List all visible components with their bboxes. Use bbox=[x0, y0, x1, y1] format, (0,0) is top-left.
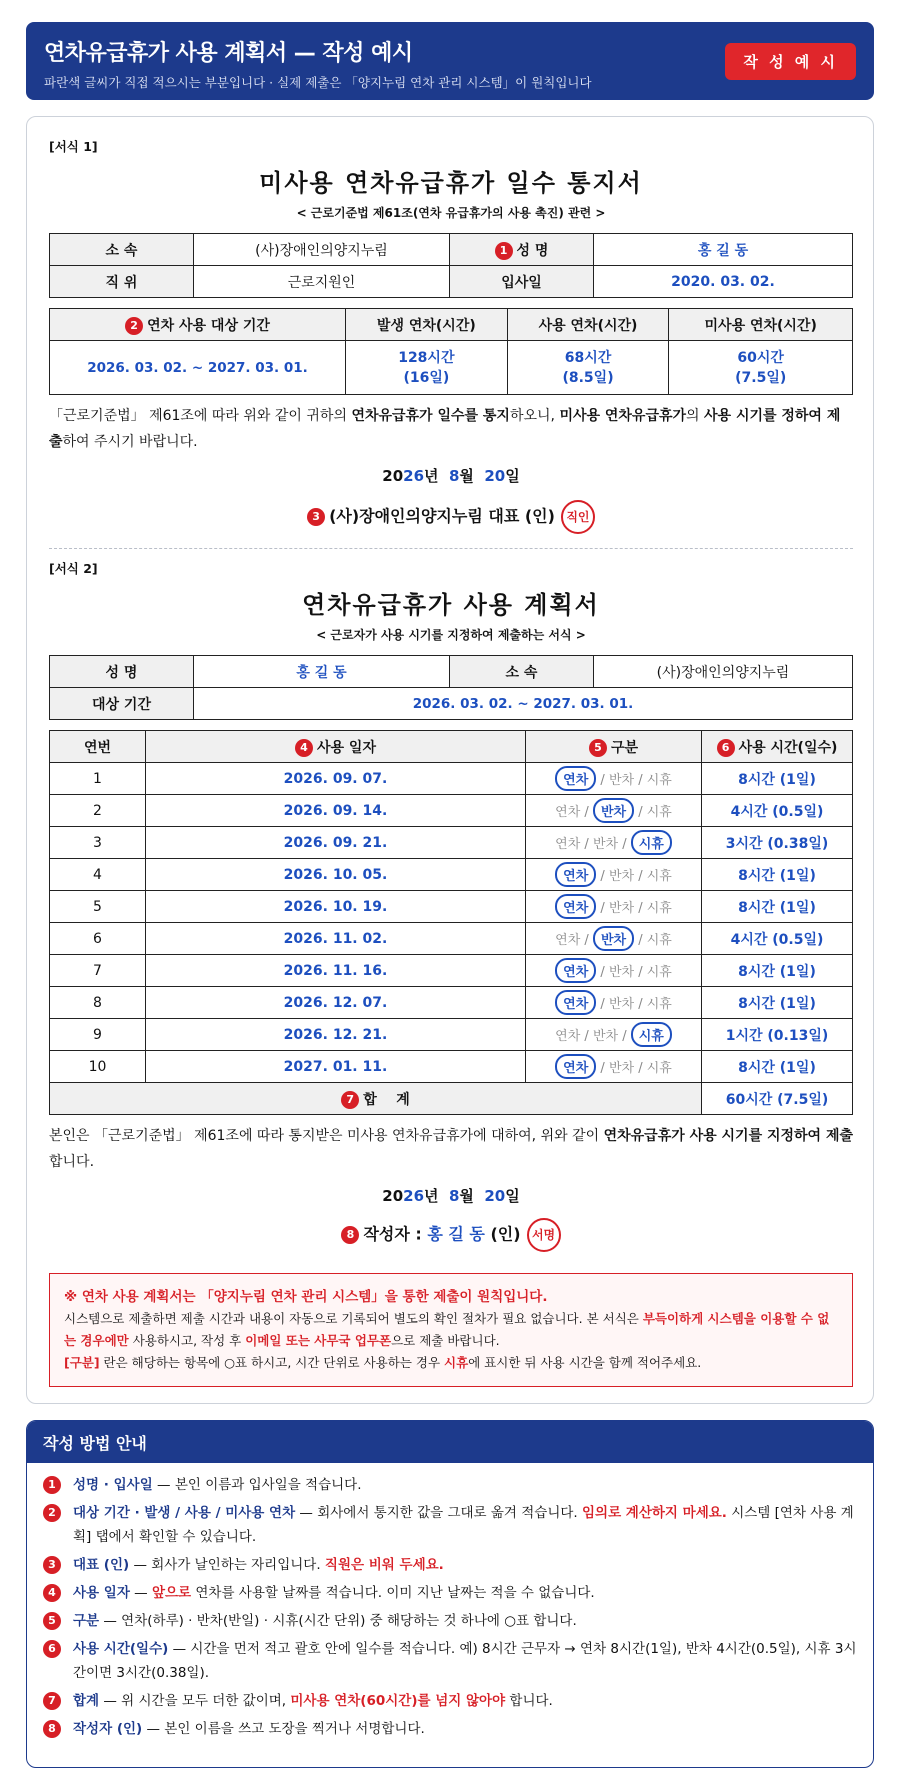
type-option: 시휴 bbox=[646, 901, 672, 916]
company-stamp: 직인 bbox=[561, 500, 595, 534]
guide-marker: 7 bbox=[43, 1692, 61, 1710]
type-option: 반차 bbox=[608, 1061, 635, 1076]
row-no: 4 bbox=[50, 859, 146, 891]
guide-marker: 4 bbox=[43, 1584, 61, 1602]
guide-marker: 6 bbox=[43, 1640, 61, 1658]
row-time: 8시간 (1일) bbox=[702, 763, 853, 795]
row-time: 4시간 (0.5일) bbox=[702, 795, 853, 827]
type-option: 반차 bbox=[608, 997, 635, 1012]
guide-item-emphasis: 임의로 계산하지 마세요. bbox=[581, 1505, 727, 1521]
row-date: 2027. 01. 11. bbox=[146, 1051, 526, 1083]
row-no: 9 bbox=[50, 1019, 146, 1051]
page-subtitle: 파란색 글씨가 직접 적으시는 부분입니다 · 실제 제출은 「양지누림 연차 관리 시스템」이 원칙입니다 bbox=[44, 75, 592, 90]
row-date: 2026. 11. 02. bbox=[146, 923, 526, 955]
type-option: 반차 bbox=[608, 869, 635, 884]
table-row bbox=[50, 955, 853, 987]
period-value: 2026. 03. 02. ~ 2027. 03. 01. bbox=[50, 341, 346, 395]
marker-6: 6 bbox=[717, 739, 735, 757]
guide-item-head: 성명 · 입사일 bbox=[73, 1477, 153, 1493]
dept-value: (사)장애인의양지누림 bbox=[194, 234, 450, 266]
row-type: 연차 / 반차 / 시휴 bbox=[526, 763, 702, 795]
type-option: 반차 bbox=[608, 773, 635, 788]
type-option: 시휴 bbox=[646, 997, 672, 1012]
form1-leave-table bbox=[49, 308, 853, 395]
form1-paragraph: 「근로기준법」 제61조에 따라 위와 같이 귀하의 연차유급휴가 일수를 통지하오니, 미사용 연차유급휴가의 사용 시기를 정하여 제출하여 주시기 바랍니다. bbox=[49, 408, 841, 450]
type-option: 반차 bbox=[592, 837, 619, 852]
form2-info-table bbox=[49, 655, 853, 720]
row-date: 2026. 12. 21. bbox=[146, 1019, 526, 1051]
row-date: 2026. 10. 05. bbox=[146, 859, 526, 891]
table-row bbox=[50, 987, 853, 1019]
row-date: 2026. 09. 14. bbox=[146, 795, 526, 827]
row-type: 연차 / 반차 / 시휴 bbox=[526, 987, 702, 1019]
type-option: 연차 bbox=[555, 805, 581, 820]
row-no: 1 bbox=[50, 763, 146, 795]
writer-stamp: 서명 bbox=[527, 1218, 561, 1252]
marker-1: 1 bbox=[495, 242, 513, 260]
table-row bbox=[50, 1051, 853, 1083]
guide-item-text: — 위 시간을 모두 더한 값이며, bbox=[99, 1693, 291, 1709]
representative-text: (사)장애인의양지누림 대표 (인) bbox=[329, 506, 555, 526]
row-time: 3시간 (0.38일) bbox=[702, 827, 853, 859]
hire-date-label: 입사일 bbox=[450, 266, 594, 298]
guide-item-text-2: 연차를 사용할 날짜를 적습니다. 이미 지난 날짜는 적을 수 없습니다. bbox=[191, 1585, 595, 1601]
row-date: 2026. 09. 21. bbox=[146, 827, 526, 859]
guide-item bbox=[43, 1637, 857, 1685]
selected-type-circle: 반차 bbox=[593, 798, 634, 823]
guide-item-emphasis: 직원은 비워 두세요. bbox=[324, 1557, 444, 1573]
period-header bbox=[50, 309, 346, 341]
submission-notice bbox=[49, 1273, 853, 1387]
notice-title: ※ 연차 사용 계획서는 「양지누림 연차 관리 시스템」을 통한 제출이 원칙입니다. bbox=[64, 1289, 548, 1305]
writer-name: 홍 길 동 bbox=[427, 1224, 485, 1244]
row-type: 연차 / 반차 / 시휴 bbox=[526, 827, 702, 859]
total-value: 60시간 (7.5일) bbox=[702, 1083, 853, 1115]
type-option: 시휴 bbox=[646, 773, 672, 788]
row-time: 8시간 (1일) bbox=[702, 1051, 853, 1083]
row-date: 2026. 10. 19. bbox=[146, 891, 526, 923]
col-no: 연번 bbox=[50, 731, 146, 763]
form2-dept-label: 소 속 bbox=[450, 656, 594, 688]
form1-signature bbox=[49, 500, 853, 534]
type-option: 시휴 bbox=[646, 869, 672, 884]
guide-item-head: 대상 기간 · 발생 / 사용 / 미사용 연차 bbox=[73, 1505, 296, 1521]
hire-date-value: 2020. 03. 02. bbox=[594, 266, 853, 298]
guide-item bbox=[43, 1581, 857, 1605]
form2-name-label: 성 명 bbox=[50, 656, 194, 688]
form2-paragraph: 본인은 「근로기준법」 제61조에 따라 통지받은 미사용 연차유급휴가에 대하여, 위와 같이 연차유급휴가 사용 시기를 지정하여 제출합니다. bbox=[49, 1128, 853, 1170]
name-label: 성 명 bbox=[516, 242, 549, 259]
form1-label: [서식 1] bbox=[49, 139, 98, 154]
form2-period-label: 대상 기간 bbox=[50, 688, 194, 720]
total-label-cell bbox=[50, 1083, 702, 1115]
position-label: 직 위 bbox=[50, 266, 194, 298]
col-time: 6 사용 시간(일수) bbox=[702, 731, 853, 763]
marker-3: 3 bbox=[307, 508, 325, 526]
selected-type-circle: 시휴 bbox=[631, 830, 672, 855]
guide-title: 작성 방법 안내 bbox=[27, 1421, 873, 1463]
row-time: 8시간 (1일) bbox=[702, 987, 853, 1019]
row-no: 10 bbox=[50, 1051, 146, 1083]
row-type: 연차 / 반차 / 시휴 bbox=[526, 923, 702, 955]
form-paper bbox=[26, 116, 874, 1404]
unused-header: 미사용 연차(시간) bbox=[669, 309, 853, 341]
page-title: 연차유급휴가 사용 계획서 — 작성 예시 bbox=[44, 41, 413, 66]
row-no: 5 bbox=[50, 891, 146, 923]
name-value: 홍 길 동 bbox=[594, 234, 853, 266]
col-type: 5 구분 bbox=[526, 731, 702, 763]
guide-item-text: — bbox=[129, 1585, 152, 1601]
form2-title: 연차유급휴가 사용 계획서 bbox=[302, 591, 600, 619]
type-option: 시휴 bbox=[646, 933, 672, 948]
total-label: 합 계 bbox=[363, 1091, 410, 1108]
row-date: 2026. 09. 07. bbox=[146, 763, 526, 795]
selected-type-circle: 연차 bbox=[555, 894, 596, 919]
guide-item-head: 합계 bbox=[73, 1693, 100, 1709]
form2-period-value: 2026. 03. 02. ~ 2027. 03. 01. bbox=[194, 688, 853, 720]
type-option: 연차 bbox=[555, 1029, 581, 1044]
unused-value: 60시간 (7.5일) bbox=[669, 341, 853, 395]
guide-list bbox=[27, 1463, 873, 1755]
row-time: 8시간 (1일) bbox=[702, 891, 853, 923]
guide-item bbox=[43, 1689, 857, 1713]
marker-5: 5 bbox=[589, 739, 607, 757]
row-date: 2026. 11. 16. bbox=[146, 955, 526, 987]
guide-item bbox=[43, 1473, 857, 1497]
row-type: 연차 / 반차 / 시휴 bbox=[526, 1019, 702, 1051]
guide-item-text: — 시간을 먼저 적고 괄호 안에 일수를 적습니다. 예) 8시간 근무자 → 연차 8시간(1일), 반차 4시간(0.5일), 시휴 3시간이면 3시간(0.38일). bbox=[73, 1641, 857, 1681]
guide-item-text-2: 시스템 [연차 사용 계획] 탭에서 확인할 수 있습니다. bbox=[73, 1505, 854, 1545]
leave-plan-table bbox=[49, 730, 853, 1115]
guide-item-text: — 연차(하루) · 반차(반일) · 시휴(시간 단위) 중 해당하는 것 하나에 bbox=[99, 1613, 505, 1629]
row-no: 6 bbox=[50, 923, 146, 955]
name-label-cell bbox=[450, 234, 594, 266]
row-type: 연차 / 반차 / 시휴 bbox=[526, 955, 702, 987]
guide-item-text: — 본인 이름과 입사일을 적습니다. bbox=[152, 1477, 362, 1493]
form2-dept-value: (사)장애인의양지누림 bbox=[594, 656, 853, 688]
type-option: 시휴 bbox=[646, 1061, 672, 1076]
selected-type-circle: 연차 bbox=[555, 766, 596, 791]
guide-marker: 5 bbox=[43, 1612, 61, 1630]
type-option: 연차 bbox=[555, 933, 581, 948]
writing-guide bbox=[26, 1420, 874, 1768]
row-type: 연차 / 반차 / 시휴 bbox=[526, 859, 702, 891]
type-option: 연차 bbox=[555, 837, 581, 852]
table-row bbox=[50, 795, 853, 827]
marker-2: 2 bbox=[125, 317, 143, 335]
notice-line1: 시스템으로 제출하면 제출 시간과 내용이 자동으로 기록되어 별도의 확인 절차가 필요 없습니다. 본 서식은 부득이하게 시스템을 이용할 수 없는 경우에만 사용하시고, 작성 후 이메일 또는 사무국 업무폰으로 제출 바랍니다. bbox=[64, 1311, 830, 1348]
table-row bbox=[50, 891, 853, 923]
table-row bbox=[50, 763, 853, 795]
example-badge: 작 성 예 시 bbox=[725, 43, 856, 80]
guide-item-text: — 회사에서 통지한 값을 그대로 옮겨 적습니다. bbox=[295, 1505, 582, 1521]
guide-item-head: 사용 시간(일수) bbox=[73, 1641, 169, 1657]
used-value: 68시간 (8.5일) bbox=[507, 341, 669, 395]
guide-marker: 3 bbox=[43, 1556, 61, 1574]
row-time: 8시간 (1일) bbox=[702, 859, 853, 891]
table-row bbox=[50, 923, 853, 955]
guide-item bbox=[43, 1553, 857, 1577]
type-option: 반차 bbox=[592, 1029, 619, 1044]
guide-item bbox=[43, 1501, 857, 1549]
leave-plan-rows bbox=[50, 763, 853, 1083]
selected-type-circle: 연차 bbox=[555, 990, 596, 1015]
row-type: 연차 / 반차 / 시휴 bbox=[526, 891, 702, 923]
guide-item-head: 사용 일자 bbox=[73, 1585, 130, 1601]
notice-line2: [구분] 란은 해당하는 항목에 ○표 하시고, 시간 단위로 사용하는 경우 시휴에 표시한 뒤 사용 시간을 함께 적어주세요. bbox=[64, 1355, 702, 1370]
used-header: 사용 연차(시간) bbox=[507, 309, 669, 341]
form1 bbox=[49, 137, 853, 549]
form1-title: 미사용 연차유급휴가 일수 통지서 bbox=[259, 169, 643, 197]
table-row bbox=[50, 859, 853, 891]
row-time: 8시간 (1일) bbox=[702, 955, 853, 987]
form1-subtitle: < 근로기준법 제61조(연차 유급휴가의 사용 촉진) 관련 > bbox=[296, 206, 606, 220]
type-option: 시휴 bbox=[646, 965, 672, 980]
guide-item-emphasis: 미사용 연차(60시간)를 넘지 않아야 bbox=[290, 1693, 506, 1709]
form2 bbox=[49, 559, 853, 1252]
guide-item-text: — 회사가 날인하는 자리입니다. bbox=[129, 1557, 325, 1573]
guide-marker: 2 bbox=[43, 1504, 61, 1522]
form2-signature: 8 작성자 : 홍 길 동 (인) 서명 bbox=[49, 1218, 853, 1252]
form2-subtitle: < 근로자가 사용 시기를 지정하여 제출하는 서식 > bbox=[316, 628, 586, 642]
marker-4: 4 bbox=[295, 739, 313, 757]
row-type: 연차 / 반차 / 시휴 bbox=[526, 795, 702, 827]
position-value: 근로지원인 bbox=[194, 266, 450, 298]
selected-type-circle: 연차 bbox=[555, 1054, 596, 1079]
guide-item-head: 구분 bbox=[73, 1613, 100, 1629]
form2-label: [서식 2] bbox=[49, 561, 98, 576]
guide-marker: 1 bbox=[43, 1476, 61, 1494]
row-time: 1시간 (0.13일) bbox=[702, 1019, 853, 1051]
row-no: 2 bbox=[50, 795, 146, 827]
form2-date: 2026년 8월 20일 bbox=[382, 1187, 520, 1205]
type-option: 시휴 bbox=[646, 805, 672, 820]
row-date: 2026. 12. 07. bbox=[146, 987, 526, 1019]
selected-type-circle: 연차 bbox=[555, 862, 596, 887]
table-row bbox=[50, 827, 853, 859]
dept-label: 소 속 bbox=[50, 234, 194, 266]
guide-item-text-2: 합니다. bbox=[505, 1693, 553, 1709]
selected-type-circle: 반차 bbox=[593, 926, 634, 951]
form2-name-value: 홍 길 동 bbox=[194, 656, 450, 688]
period-header-label: 연차 사용 대상 기간 bbox=[147, 317, 270, 334]
guide-item-emphasis: 앞으로 bbox=[151, 1585, 192, 1601]
guide-item-text-2: ○표 합니다. bbox=[504, 1613, 577, 1629]
page-header bbox=[26, 22, 874, 100]
generated-header: 발생 연차(시간) bbox=[346, 309, 508, 341]
selected-type-circle: 연차 bbox=[555, 958, 596, 983]
guide-item-text: — 본인 이름을 쓰고 도장을 찍거나 서명합니다. bbox=[142, 1721, 425, 1737]
row-type: 연차 / 반차 / 시휴 bbox=[526, 1051, 702, 1083]
type-option: 반차 bbox=[608, 901, 635, 916]
guide-item-head: 대표 (인) bbox=[73, 1557, 130, 1573]
marker-8: 8 bbox=[341, 1226, 359, 1244]
guide-item-head: 작성자 (인) bbox=[73, 1721, 143, 1737]
guide-item bbox=[43, 1717, 857, 1741]
form1-date: 2026년 8월 20일 bbox=[382, 467, 520, 485]
form-divider bbox=[49, 548, 853, 549]
col-date: 4 사용 일자 bbox=[146, 731, 526, 763]
row-no: 7 bbox=[50, 955, 146, 987]
guide-item bbox=[43, 1609, 857, 1633]
row-no: 8 bbox=[50, 987, 146, 1019]
row-time: 4시간 (0.5일) bbox=[702, 923, 853, 955]
selected-type-circle: 시휴 bbox=[631, 1022, 672, 1047]
form1-info-table bbox=[49, 233, 853, 298]
type-option: 반차 bbox=[608, 965, 635, 980]
row-no: 3 bbox=[50, 827, 146, 859]
marker-7: 7 bbox=[341, 1091, 359, 1109]
table-row bbox=[50, 1019, 853, 1051]
guide-marker: 8 bbox=[43, 1720, 61, 1738]
generated-value: 128시간 (16일) bbox=[346, 341, 508, 395]
